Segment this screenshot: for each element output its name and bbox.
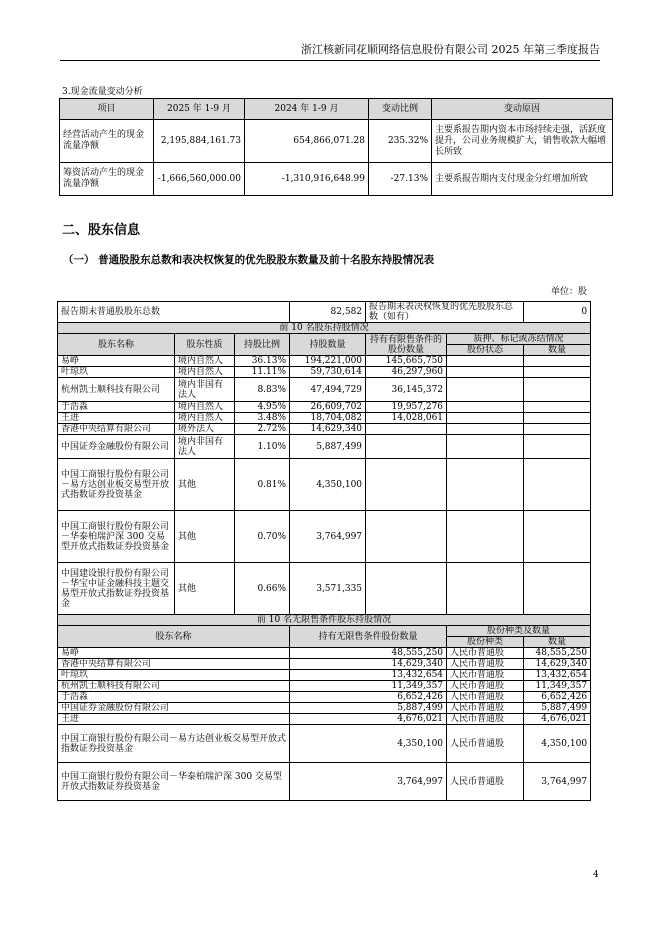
cell-reason: 主要系报告期内资本市场持续走强，活跃度提升，公司业务规模扩大，销售收款大幅增长所致	[432, 120, 613, 163]
cell-qty: 4,350,100	[290, 459, 366, 511]
cell-holder-name: 香港中央结算有限公司	[58, 659, 290, 670]
top10-body	[58, 356, 591, 615]
cell-unrestricted-qty: 11,349,357	[290, 681, 447, 692]
cell-holder-name: 中国工商银行股份有限公司－易方达创业板交易型开放式指数证券投资基金	[58, 459, 175, 511]
cell-share-amount: 5,887,499	[524, 703, 591, 714]
cell-holder-nature: 境内自然人	[175, 356, 235, 367]
cell-share-amount: 14,629,340	[524, 659, 591, 670]
cashflow-table	[59, 98, 613, 196]
table-row	[58, 413, 591, 424]
cell-status	[447, 424, 524, 435]
cell-status	[447, 402, 524, 413]
cell-qty: 14,629,340	[290, 424, 366, 435]
table-row	[58, 367, 591, 378]
top10-title-row	[58, 323, 591, 334]
cell-qty: 47,494,729	[290, 378, 366, 402]
cell-status	[447, 511, 524, 563]
table-row	[58, 763, 591, 801]
cell-pct: 2.72%	[235, 424, 290, 435]
cell-status	[447, 367, 524, 378]
cell-qty: 18,704,082	[290, 413, 366, 424]
cell-status	[447, 435, 524, 459]
cell-unrestricted-qty: 5,887,499	[290, 703, 447, 714]
cell-ratio: 235.32%	[369, 120, 432, 163]
cell-amount	[524, 413, 591, 424]
cell-restricted: 145,665,750	[366, 356, 447, 367]
table-row	[58, 402, 591, 413]
cell-ratio: -27.13%	[369, 163, 432, 196]
cell-qty: 59,730,614	[290, 367, 366, 378]
cell-status	[447, 563, 524, 615]
cell-share-kind: 人民币普通股	[447, 703, 524, 714]
table-row	[58, 703, 591, 714]
cell-holder-nature: 其他	[175, 563, 235, 615]
cell-holder-name: 于浩淼	[58, 692, 290, 703]
cell-share-amount: 6,652,426	[524, 692, 591, 703]
cell-unrestricted-qty: 3,764,997	[290, 763, 447, 801]
cell-holder-nature: 其他	[175, 511, 235, 563]
common-holders-value: 82,582	[290, 302, 366, 323]
cell-qty: 5,887,499	[290, 435, 366, 459]
cell-status	[447, 459, 524, 511]
cell-share-amount: 13,432,654	[524, 670, 591, 681]
cell-restricted	[366, 424, 447, 435]
col-header: 2025 年 1-9 月	[154, 99, 245, 120]
cell-amount	[524, 356, 591, 367]
table-row	[58, 459, 591, 511]
header-amount: 数量	[524, 345, 591, 356]
top10-header-row	[58, 334, 591, 345]
cell-qty: 26,609,702	[290, 402, 366, 413]
cell-pct: 0.70%	[235, 511, 290, 563]
cell-status	[447, 378, 524, 402]
header-name: 股东名称	[58, 334, 175, 356]
cashflow-section-title: 3.现金流量变动分析	[62, 87, 143, 97]
cell-share-kind: 人民币普通股	[447, 670, 524, 681]
cell-holder-name: 王进	[58, 413, 175, 424]
cell-unrestricted-qty: 4,350,100	[290, 725, 447, 763]
table-row	[60, 163, 613, 196]
cell-amount	[524, 402, 591, 413]
cell-amount	[524, 563, 591, 615]
cell-pct: 1.10%	[235, 435, 290, 459]
cell-share-amount: 11,349,357	[524, 681, 591, 692]
cell-holder-name: 叶琼玖	[58, 367, 175, 378]
unit-label: 单位：股	[550, 287, 587, 297]
cell-holder-nature: 境内自然人	[175, 367, 235, 378]
table-row	[58, 563, 591, 615]
cell-unrestricted-qty: 13,432,654	[290, 670, 447, 681]
cell-holder-name: 香港中央结算有限公司	[58, 424, 175, 435]
cell-amount	[524, 435, 591, 459]
cell-value: 2,195,884,161.73	[154, 120, 245, 163]
cell-amount	[524, 378, 591, 402]
header-unrestricted-qty: 持有无限售条件股份数量	[290, 626, 447, 648]
cell-pct: 0.66%	[235, 563, 290, 615]
cell-holder-name: 中国建设银行股份有限公司－华宝中证金融科技主题交易型开放式指数证券投资基金	[58, 563, 175, 615]
cell-holder-nature: 境外法人	[175, 424, 235, 435]
header-restricted: 持有有限售条件的股份数量	[366, 334, 447, 356]
table-row	[58, 659, 591, 670]
table-row	[58, 378, 591, 402]
cell-restricted	[366, 435, 447, 459]
cell-holder-name: 易峥	[58, 356, 175, 367]
section-subheading: （一） 普通股股东总数和表决权恢复的优先股股东数量及前十名股东持股情况表	[63, 254, 435, 266]
cell-qty: 3,764,997	[290, 511, 366, 563]
cell-share-kind: 人民币普通股	[447, 659, 524, 670]
table-row	[58, 714, 591, 725]
cell-holder-nature: 境内自然人	[175, 402, 235, 413]
cell-holder-name: 于浩淼	[58, 402, 175, 413]
cell-restricted	[366, 511, 447, 563]
cell-unrestricted-qty: 14,629,340	[290, 659, 447, 670]
cell-restricted: 36,145,372	[366, 378, 447, 402]
header-status: 股份状态	[447, 345, 524, 356]
cell-amount	[524, 511, 591, 563]
cell-value: 654,866,071.28	[245, 120, 369, 163]
unrestricted-title-row	[58, 615, 591, 626]
cell-holder-name: 杭州凯士顺科技有限公司	[58, 681, 290, 692]
pref-holders-value: 0	[524, 302, 591, 323]
cell-unrestricted-qty: 4,676,021	[290, 714, 447, 725]
cell-amount	[524, 367, 591, 378]
top10-title: 前 10 名股东持股情况	[58, 323, 591, 334]
cell-holder-name: 中国证券金融股份有限公司	[58, 435, 175, 459]
cell-qty: 3,571,335	[290, 563, 366, 615]
pref-holders-label: 报告期末表决权恢复的优先股股东总数（如有）	[366, 302, 524, 323]
page-header	[60, 32, 600, 61]
cell-holder-nature: 境内非国有法人	[175, 435, 235, 459]
header-title: 浙江核新同花顺网络信息股份有限公司 2025 年第三季度报告	[301, 43, 600, 56]
cell-share-kind: 人民币普通股	[447, 681, 524, 692]
col-header: 2024 年 1-9 月	[245, 99, 369, 120]
cell-pct: 0.81%	[235, 459, 290, 511]
cell-item: 经营活动产生的现金流量净额	[60, 120, 154, 163]
unrestricted-body	[58, 648, 591, 801]
cell-holder-name: 中国工商银行股份有限公司－华泰柏瑞沪深 300 交易型开放式指数证券投资基金	[58, 511, 175, 563]
col-header: 项目	[60, 99, 154, 120]
cell-value: -1,666,560,000.00	[154, 163, 245, 196]
cell-share-amount: 48,555,250	[524, 648, 591, 659]
cell-restricted	[366, 563, 447, 615]
cell-restricted: 46,297,960	[366, 367, 447, 378]
cell-holder-name: 王进	[58, 714, 290, 725]
header-share-type: 股份种类及数量	[447, 626, 591, 637]
summary-row	[58, 302, 591, 323]
header-pledge: 质押、标记或冻结情况	[447, 334, 591, 345]
table-row	[58, 435, 591, 459]
cell-share-kind: 人民币普通股	[447, 714, 524, 725]
cell-holder-name: 中国工商银行股份有限公司－易方达创业板交易型开放式指数证券投资基金	[58, 725, 290, 763]
header-name: 股东名称	[58, 626, 290, 648]
header-kind: 股份种类	[447, 637, 524, 648]
col-header: 变动原因	[432, 99, 613, 120]
cashflow-header-row	[60, 99, 613, 120]
cell-qty: 194,221,000	[290, 356, 366, 367]
col-header: 变动比例	[369, 99, 432, 120]
header-qty: 持股数量	[290, 334, 366, 356]
common-holders-label: 报告期末普通股股东总数	[58, 302, 290, 323]
cell-share-amount: 4,350,100	[524, 725, 591, 763]
table-row	[58, 648, 591, 659]
cell-pct: 4.95%	[235, 402, 290, 413]
header-pct: 持股比例	[235, 334, 290, 356]
cell-amount	[524, 424, 591, 435]
cell-share-kind: 人民币普通股	[447, 763, 524, 801]
cell-unrestricted-qty: 6,652,426	[290, 692, 447, 703]
cell-holder-nature: 境内非国有法人	[175, 378, 235, 402]
cell-restricted: 14,028,061	[366, 413, 447, 424]
table-row	[60, 120, 613, 163]
cell-share-kind: 人民币普通股	[447, 692, 524, 703]
table-row	[58, 725, 591, 763]
cell-holder-name: 中国工商银行股份有限公司－华泰柏瑞沪深 300 交易型开放式指数证券投资基金	[58, 763, 290, 801]
cell-unrestricted-qty: 48,555,250	[290, 648, 447, 659]
cell-restricted	[366, 459, 447, 511]
cell-share-kind: 人民币普通股	[447, 725, 524, 763]
cell-holder-name: 中国证券金融股份有限公司	[58, 703, 290, 714]
table-row	[58, 692, 591, 703]
table-row	[58, 424, 591, 435]
cell-restricted: 19,957,276	[366, 402, 447, 413]
cell-status	[447, 356, 524, 367]
unrestricted-title: 前 10 名无限售条件股东持股情况	[58, 615, 591, 626]
cell-status	[447, 413, 524, 424]
cell-share-amount: 4,676,021	[524, 714, 591, 725]
page-number: 4	[593, 870, 599, 880]
table-row	[58, 511, 591, 563]
cell-pct: 8.83%	[235, 378, 290, 402]
table-row	[58, 681, 591, 692]
cell-pct: 11.11%	[235, 367, 290, 378]
cell-pct: 36.13%	[235, 356, 290, 367]
cell-value: -1,310,916,648.99	[245, 163, 369, 196]
header-amount: 数量	[524, 637, 591, 648]
cell-share-kind: 人民币普通股	[447, 648, 524, 659]
cell-pct: 3.48%	[235, 413, 290, 424]
cell-item: 筹资活动产生的现金流量净额	[60, 163, 154, 196]
cell-reason: 主要系报告期内支付现金分红增加所致	[432, 163, 613, 196]
cell-holder-name: 杭州凯士顺科技有限公司	[58, 378, 175, 402]
cell-amount	[524, 459, 591, 511]
table-row	[58, 356, 591, 367]
unrestricted-header-row	[58, 626, 591, 637]
shareholders-table	[57, 301, 591, 801]
cell-share-amount: 3,764,997	[524, 763, 591, 801]
cell-holder-name: 易峥	[58, 648, 290, 659]
section-heading: 二、股东信息	[62, 223, 141, 238]
table-row	[58, 670, 591, 681]
cell-holder-nature: 其他	[175, 459, 235, 511]
header-nature: 股东性质	[175, 334, 235, 356]
cell-holder-nature: 境内自然人	[175, 413, 235, 424]
cell-holder-name: 叶琼玖	[58, 670, 290, 681]
